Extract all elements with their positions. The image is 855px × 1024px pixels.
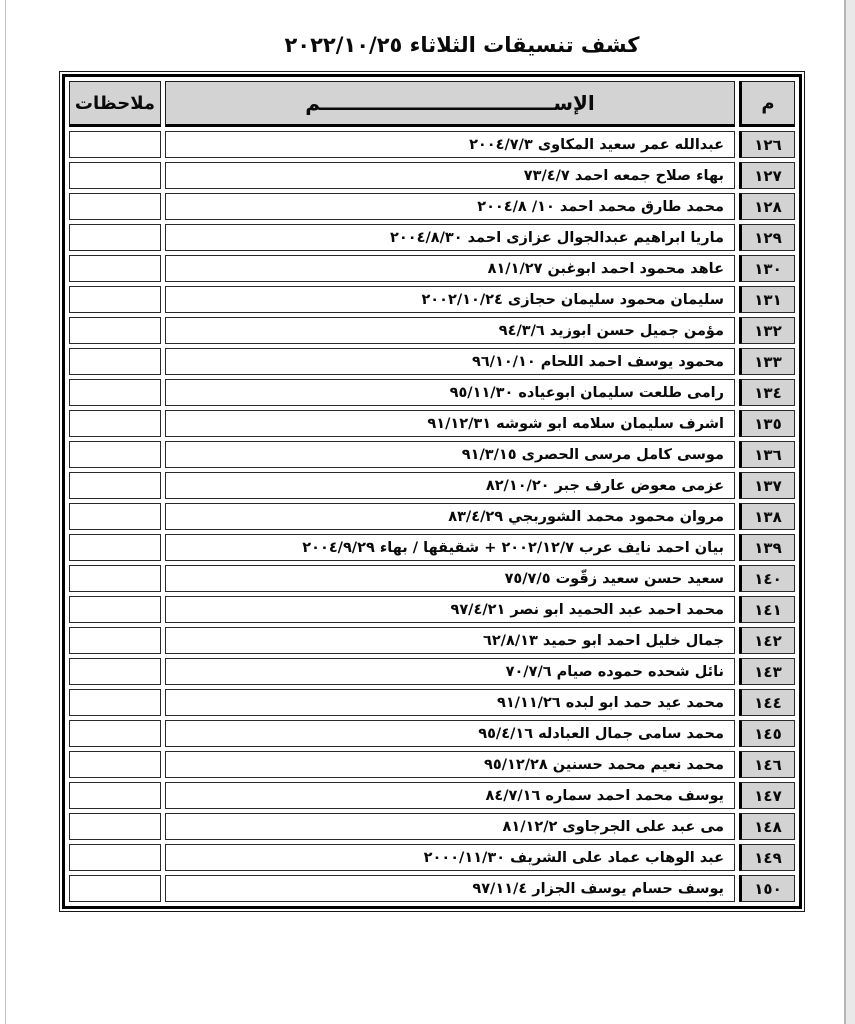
row-name-cell: اشرف سليمان سلامه ابو شوشه ٩١/١٢/٣١: [165, 410, 735, 437]
row-name-cell: عاهد محمود احمد ابوغبن ٨١/١/٢٧: [165, 255, 735, 282]
photo-right-edge-artifact: [844, 0, 855, 1024]
column-header-notes: ملاحظات: [69, 81, 161, 127]
row-serial-cell: ١٣٦: [739, 441, 795, 468]
row-serial-cell: ١٣٠: [739, 255, 795, 282]
row-name-cell: عزمى معوض عارف جبر ٨٢/١٠/٢٠: [165, 472, 735, 499]
table-row: [69, 658, 795, 685]
row-name-cell: جمال خليل احمد ابو حميد ٦٢/٨/١٣: [165, 627, 735, 654]
table-row: [69, 317, 795, 344]
row-name-cell: سليمان محمود سليمان حجازى ٢٠٠٢/١٠/٢٤: [165, 286, 735, 313]
row-name-cell: محمود يوسف احمد اللحام ٩٦/١٠/١٠: [165, 348, 735, 375]
table-row: [69, 720, 795, 747]
table-row: [69, 596, 795, 623]
row-notes-cell: [69, 131, 161, 158]
row-serial-cell: ١٤٢: [739, 627, 795, 654]
table-row: [69, 627, 795, 654]
row-name-cell: مى عبد على الجرجاوى ٨١/١٢/٢: [165, 813, 735, 840]
row-notes-cell: [69, 472, 161, 499]
row-serial-cell: ١٣٩: [739, 534, 795, 561]
row-name-cell: يوسف محمد احمد سماره ٨٤/٧/١٦: [165, 782, 735, 809]
row-notes-cell: [69, 503, 161, 530]
row-notes-cell: [69, 534, 161, 561]
table-row: [69, 255, 795, 282]
row-notes-cell: [69, 844, 161, 871]
row-name-cell: محمد احمد عبد الحميد ابو نصر ٩٧/٤/٢١: [165, 596, 735, 623]
table-row: [69, 410, 795, 437]
row-name-cell: نائل شحده حموده صيام ٧٠/٧/٦: [165, 658, 735, 685]
roster-table-header: [69, 81, 795, 127]
row-notes-cell: [69, 162, 161, 189]
column-header-serial: م: [739, 81, 795, 127]
table-row: [69, 503, 795, 530]
row-name-cell: بهاء صلاح جمعه احمد ٧٣/٤/٧: [165, 162, 735, 189]
coordination-roster-table: [62, 74, 802, 909]
row-name-cell: محمد طارق محمد احمد ١٠/ ٢٠٠٤/٨: [165, 193, 735, 220]
table-row: [69, 565, 795, 592]
table-row: [69, 286, 795, 313]
row-serial-cell: ١٤٤: [739, 689, 795, 716]
row-notes-cell: [69, 875, 161, 902]
row-notes-cell: [69, 379, 161, 406]
row-serial-cell: ١٤٠: [739, 565, 795, 592]
row-serial-cell: ١٢٨: [739, 193, 795, 220]
row-name-cell: موسى كامل مرسى الحصرى ٩١/٣/١٥: [165, 441, 735, 468]
row-notes-cell: [69, 720, 161, 747]
row-name-cell: رامى طلعت سليمان ابوعياده ٩٥/١١/٣٠: [165, 379, 735, 406]
row-serial-cell: ١٢٩: [739, 224, 795, 251]
row-notes-cell: [69, 658, 161, 685]
table-row: [69, 813, 795, 840]
column-header-name: الإســــــــــــــــــــــــــــــــــم: [165, 81, 735, 127]
row-serial-cell: ١٣٤: [739, 379, 795, 406]
table-row: [69, 472, 795, 499]
row-serial-cell: ١٥٠: [739, 875, 795, 902]
row-serial-cell: ١٢٧: [739, 162, 795, 189]
row-serial-cell: ١٤٧: [739, 782, 795, 809]
page-title: كشف تنسيقات الثلاثاء ٢٠٢٢/١٠/٢٥: [284, 33, 640, 57]
row-serial-cell: ١٣١: [739, 286, 795, 313]
row-serial-cell: ١٤٦: [739, 751, 795, 778]
row-serial-cell: ١٢٦: [739, 131, 795, 158]
row-notes-cell: [69, 286, 161, 313]
row-serial-cell: ١٤٣: [739, 658, 795, 685]
table-row: [69, 193, 795, 220]
row-serial-cell: ١٣٣: [739, 348, 795, 375]
row-serial-cell: ١٣٧: [739, 472, 795, 499]
row-notes-cell: [69, 317, 161, 344]
row-notes-cell: [69, 224, 161, 251]
row-notes-cell: [69, 193, 161, 220]
row-notes-cell: [69, 627, 161, 654]
table-row: [69, 131, 795, 158]
photo-left-edge-artifact: [5, 0, 6, 1024]
row-serial-cell: ١٤٥: [739, 720, 795, 747]
row-name-cell: مؤمن جميل حسن ابوزيد ٩٤/٣/٦: [165, 317, 735, 344]
row-serial-cell: ١٣٨: [739, 503, 795, 530]
row-notes-cell: [69, 255, 161, 282]
row-notes-cell: [69, 689, 161, 716]
row-name-cell: محمد عيد حمد ابو لبده ٩١/١١/٢٦: [165, 689, 735, 716]
table-row: [69, 534, 795, 561]
table-row: [69, 224, 795, 251]
row-notes-cell: [69, 441, 161, 468]
row-notes-cell: [69, 565, 161, 592]
row-notes-cell: [69, 782, 161, 809]
row-notes-cell: [69, 813, 161, 840]
row-notes-cell: [69, 348, 161, 375]
row-name-cell: عبدالله عمر سعيد المكاوى ٢٠٠٤/٧/٣: [165, 131, 735, 158]
row-name-cell: ماريا ابراهيم عبدالجوال عزازى احمد ٢٠٠٤/٨/٣٠: [165, 224, 735, 251]
row-serial-cell: ١٣٥: [739, 410, 795, 437]
table-row: [69, 844, 795, 871]
table-row: [69, 782, 795, 809]
row-serial-cell: ١٣٢: [739, 317, 795, 344]
row-serial-cell: ١٤٨: [739, 813, 795, 840]
row-notes-cell: [69, 410, 161, 437]
row-name-cell: عبد الوهاب عماد على الشريف ٢٠٠٠/١١/٣٠: [165, 844, 735, 871]
row-name-cell: محمد سامى جمال العبادله ٩٥/٤/١٦: [165, 720, 735, 747]
row-name-cell: مروان محمود محمد الشوربجي ٨٣/٤/٢٩: [165, 503, 735, 530]
table-row: [69, 751, 795, 778]
row-notes-cell: [69, 751, 161, 778]
row-serial-cell: ١٤١: [739, 596, 795, 623]
row-name-cell: سعيد حسن سعيد زقّوت ٧٥/٧/٥: [165, 565, 735, 592]
row-name-cell: يوسف حسام يوسف الجزار ٩٧/١١/٤: [165, 875, 735, 902]
row-serial-cell: ١٤٩: [739, 844, 795, 871]
table-row: [69, 348, 795, 375]
table-row: [69, 379, 795, 406]
row-name-cell: بيان احمد نايف عرب ٢٠٠٢/١٢/٧ + شقيقها / بهاء ٢٠٠٤/٩/٢٩: [165, 534, 735, 561]
header-row: [69, 81, 795, 127]
table-row: [69, 689, 795, 716]
table-row: [69, 441, 795, 468]
row-notes-cell: [69, 596, 161, 623]
row-name-cell: محمد نعيم محمد حسنين ٩٥/١٢/٢٨: [165, 751, 735, 778]
table-row: [69, 875, 795, 902]
roster-table-body: [69, 131, 795, 902]
table-row: [69, 162, 795, 189]
